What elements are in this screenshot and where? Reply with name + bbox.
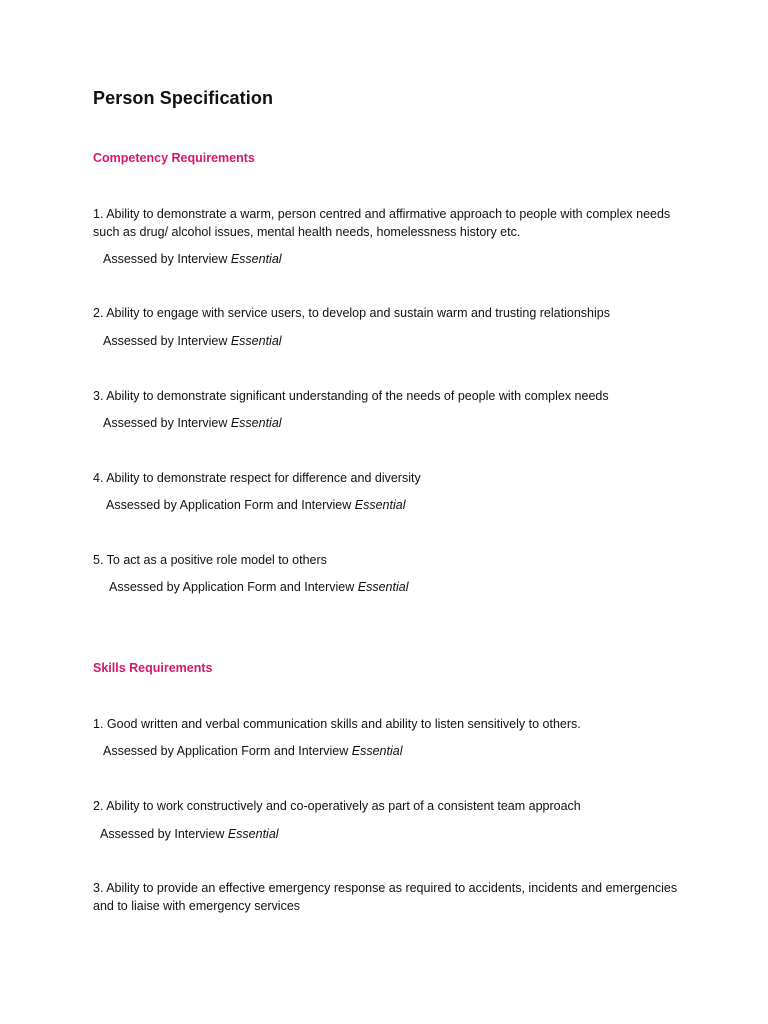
assessment-level: Essential xyxy=(227,827,279,841)
assessment-method: Assessed by Application Form and Interview xyxy=(106,498,352,512)
page-title: Person Specification xyxy=(93,88,274,108)
skills-item-2-assessment xyxy=(100,825,279,843)
assessment-method: Assessed by Interview xyxy=(103,334,228,348)
competency-item-5-assessment xyxy=(109,578,408,596)
assessment-method: Assessed by Interview xyxy=(100,827,225,841)
competency-item-2: 2. Ability to engage with service users, to develop and sustain warm and trusting relationships xyxy=(93,306,610,320)
competency-item-4: 4. Ability to demonstrate respect for difference and diversity xyxy=(93,471,421,485)
assessment-method: Assessed by Interview xyxy=(103,416,228,430)
assessment-method: Assessed by Application Form and Interview xyxy=(109,580,355,594)
competency-item-1: 1. Ability to demonstrate a warm, person centred and affirmative approach to people with complex needs such as drug/ alcohol issues, mental health needs, homelessness history etc. xyxy=(93,207,671,239)
skills-section-heading: Skills Requirements xyxy=(93,661,213,675)
assessment-method: Assessed by Application Form and Interview xyxy=(103,744,349,758)
skills-item-1-assessment xyxy=(103,742,402,760)
assessment-level: Essential xyxy=(230,416,282,430)
skills-item-1: 1. Good written and verbal communication skills and ability to listen sensitively to others. xyxy=(93,717,581,731)
assessment-method: Assessed by Interview xyxy=(103,252,228,266)
skills-item-2: 2. Ability to work constructively and co-operatively as part of a consistent team approach xyxy=(93,799,581,813)
competency-item-5: 5. To act as a positive role model to others xyxy=(93,553,327,567)
assessment-level: Essential xyxy=(230,252,282,266)
skills-item-3: 3. Ability to provide an effective emergency response as required to accidents, incidents and emergencies and to liaise with emergency services xyxy=(93,881,678,913)
competency-item-1-assessment xyxy=(103,250,282,268)
competency-item-3-assessment xyxy=(103,414,282,432)
competency-item-3: 3. Ability to demonstrate significant understanding of the needs of people with complex needs xyxy=(93,389,609,403)
assessment-level: Essential xyxy=(230,334,282,348)
assessment-level: Essential xyxy=(354,498,406,512)
assessment-level: Essential xyxy=(357,580,409,594)
assessment-level: Essential xyxy=(351,744,403,758)
competency-item-4-assessment xyxy=(106,496,405,514)
competency-item-2-assessment xyxy=(103,332,282,350)
competency-section-heading: Competency Requirements xyxy=(93,151,255,165)
